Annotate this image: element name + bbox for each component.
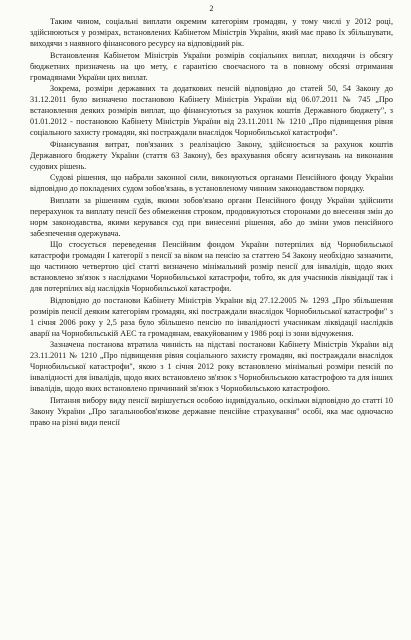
paragraph-cabinet-guarantee: Встановлення Кабінетом Міністрів України розмірів соціальних виплат, виходячи із обсягу бюджетних призначень на цю мету, є гарантією своєчасного та в повному обсязі отримання громадянами України цих виплат. (30, 50, 393, 82)
paragraph-court-decisions: Судові рішення, що набрали законної сили, виконуються органами Пенсійного фонду України відповідно до покладених судом зобов'язань, в установленому чинним законодавством порядку. (30, 173, 393, 193)
page-number: 2 (209, 4, 214, 13)
paragraph-court-payments: Виплати за рішенням судів, якими зобов'язано органи Пенсійного фонду України здійснити перерахунок та виплату пенсії без обмеження строком, продовжуються сторонами до внесення змін до норм законодавства, якими керувався суд при винесенні рішення, або до зміни умов пенсійного забезпечення одержувача. (30, 195, 393, 238)
paragraph-social-payments: Таким чином, соціальні виплати окремим категоріям громадян, у тому числі у 2012 році, здійснюються у розмірах, встановлених Кабінетом Міністрів України, який має право їх збільшувати, виходячи з наявного фінансового ресурсу на відповідний рік. (30, 17, 393, 48)
paragraph-financing: Фінансування витрат, пов'язаних з реалізацією Закону, здійснюється за рахунок коштів Державного бюджету України (стаття 63 Закону), без врахування обсягу асигнувань на виконання судових рішень. (30, 139, 393, 171)
paragraph-pension-resolutions: Зокрема, розміри державних та додаткових пенсій відповідно до статей 50, 54 Закону до 31.12.2011 було визначено постановою Кабінету Міністрів України від 06.07.2011 № 745 „Про встановлення деяких розмірів виплат, що фінансуються за рахунок коштів Державного бюджету", з 01.01.2012 - постановою Кабінету Міністрів України від 23.11.2011 № 1210 „Про підвищення рівня соціального захисту громадян, які постраждали внаслідок Чорнобильської катастрофи". (30, 84, 393, 137)
paragraph-resolution-1293: Відповідно до постанови Кабінету Міністрів України від 27.12.2005 № 1293 „Про збільшення розмірів пенсії деяким категоріям громадян, які постраждали внаслідок Чорнобильської катастрофи" з 1 січня 2006 року у 2,5 раза було збільшено пенсію по інвалідності учасникам ліквідації наслідків аварії на Чорнобильській АЕС та громадянам, евакуйованим у 1986 році із зони відчуження. (30, 295, 393, 338)
paragraph-resolution-expired: Зазначена постанова втратила чинність на підставі постанови Кабінету Міністрів України від 23.11.2011 № 1210 „Про підвищення рівня соціального захисту громадян, які постраждали внаслідок Чорнобильської катастрофи", якою з 1 січня 2012 року встановлено мінімальні розміри пенсій по інвалідності для інвалідів, щодо яких встановлено зв'язок з Чорнобильською катастрофою та для інших інвалідів, щодо яких встановлено причинний зв'язок з Чорнобильською катастрофою. (30, 340, 393, 393)
paragraph-pension-choice: Питання вибору виду пенсії вирішується особою індивідуально, оскільки відповідно до статті 10 Закону України „Про загальнообов'язкове державне пенсійне страхування" особі, яка має одночасно право на різні види пенсії (30, 395, 393, 427)
paragraph-category-transfer: Що стосується переведення Пенсійним фондом України потерпілих від Чорнобильської катастрофи громадян I категорії з пенсії за віком на пенсію за статтею 54 Закону необхідно зазначити, що частиною четвертою цієї статті визначено мінімальний розмір пенсії для інвалідів, щодо яких встановлено зв'язок з наслідками Чорнобильської катастрофи, тобто, як для учасників ліквідації так і для потерпілих від наслідків Чорнобильської катастрофи. (30, 240, 393, 293)
